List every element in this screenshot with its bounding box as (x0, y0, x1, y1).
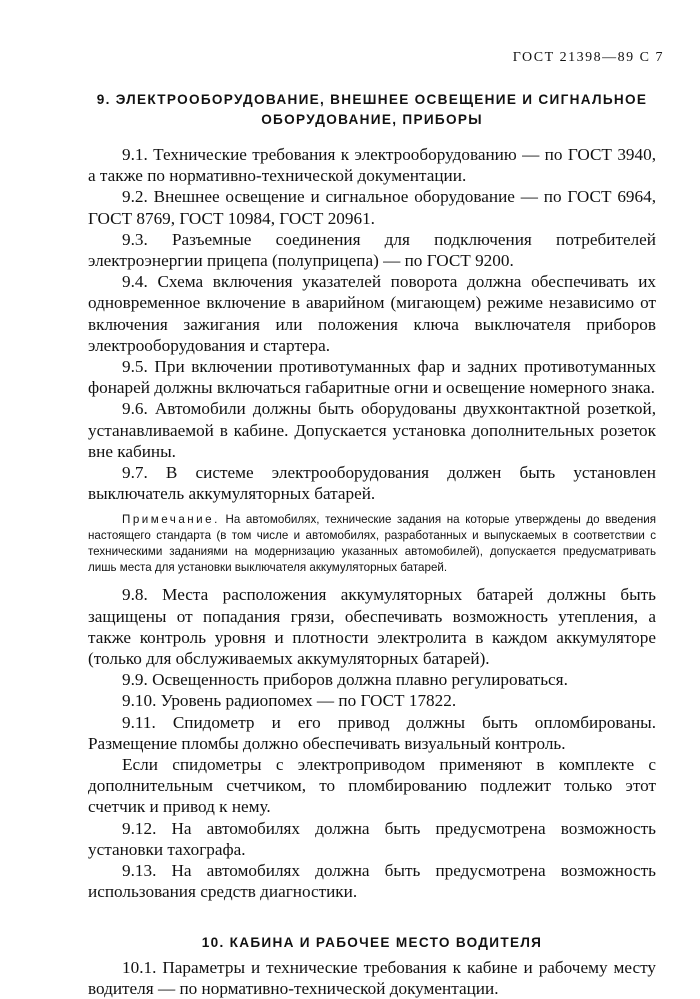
paragraph-9-8: 9.8. Места расположения аккумуляторных батарей должны быть защищены от попадания грязи, обеспечивать возможность утепления, а также контроль уровня и плотности электролита в каждом аккумуляторе (только для обслуживаемых аккумуляторных батарей). (88, 585, 656, 669)
paragraph-10-1: 10.1. Параметры и технические требования к кабине и рабочему месту водителя — по нормативно-технической документации. (88, 957, 656, 998)
paragraph-9-11: 9.11. Спидометр и его привод должны быть опломбированы. Размещение пломбы должно обеспечивать визуальный контроль. (88, 712, 656, 753)
paragraph-9-2: 9.2. Внешнее освещение и сигнальное оборудование — по ГОСТ 6964, ГОСТ 8769, ГОСТ 10984, ГОСТ 20961. (88, 187, 656, 228)
page-header: ГОСТ 21398—89 С 7 (512, 50, 664, 65)
paragraph-9-13: 9.13. На автомобилях должна быть предусмотрена возможность использования средств диагностики. (88, 861, 656, 902)
paragraph-9-11-cont: Если спидометры с электроприводом применяют в комплекте с дополнительным счетчиком, то пломбированию подлежит только этот счетчик и привод к нему. (88, 755, 656, 817)
paragraph-9-3: 9.3. Разъемные соединения для подключения потребителей электроэнергии прицепа (полуприцепа) — по ГОСТ 9200. (88, 229, 656, 271)
paragraph-9-7: 9.7. В системе электрооборудования должен быть установлен выключатель аккумуляторных батарей. (88, 463, 656, 504)
paragraph-9-6: 9.6. Автомобили должны быть оборудованы двухконтактной розеткой, устанавливаемой в кабине. Допускается установка дополнительных розеток вне кабины. (88, 399, 656, 461)
paragraph-9-4: 9.4. Схема включения указателей поворота должна обеспечивать их одновременное включение в аварийном (мигающем) режиме независимо от включения зажигания или положения ключа выключателя приборов электрооборудования и стартера. (88, 272, 656, 355)
paragraph-9-10: 9.10. Уровень радиопомех — по ГОСТ 17822. (122, 691, 457, 711)
note (88, 512, 656, 576)
paragraph-9-12: 9.12. На автомобилях должна быть предусмотрена возможность установки тахографа. (88, 818, 656, 859)
section-10-title: 10. КАБИНА И РАБОЧЕЕ МЕСТО ВОДИТЕЛЯ (201, 934, 543, 950)
section-9-title: 9. ЭЛЕКТРООБОРУДОВАНИЕ, ВНЕШНЕЕ ОСВЕЩЕНИЕ И СИГНАЛЬНОЕ ОБОРУДОВАНИЕ, ПРИБОРЫ (96, 92, 648, 127)
paragraph-9-1: 9.1. Технические требования к электрооборудованию — по ГОСТ 3940, а также по нормативно-технической документации. (88, 145, 656, 186)
paragraph-9-9: 9.9. Освещенность приборов должна плавно регулироваться. (122, 670, 568, 690)
note-label: Примечание. (122, 513, 220, 527)
paragraph-9-5: 9.5. При включении противотуманных фар и задних противотуманных фонарей должны включаться габаритные огни и освещение номерного знака. (88, 357, 656, 398)
note-text: На автомобилях, технические задания на которые утверждены до введения настоящего стандарта (в том числе и автомобилях, разработанных и выпускаемых в соответствии с техническими заданиями на модернизацию указанных автомобилей), допускается предусматривать лишь места для установки выключателя аккумуляторных батарей. (88, 513, 656, 575)
